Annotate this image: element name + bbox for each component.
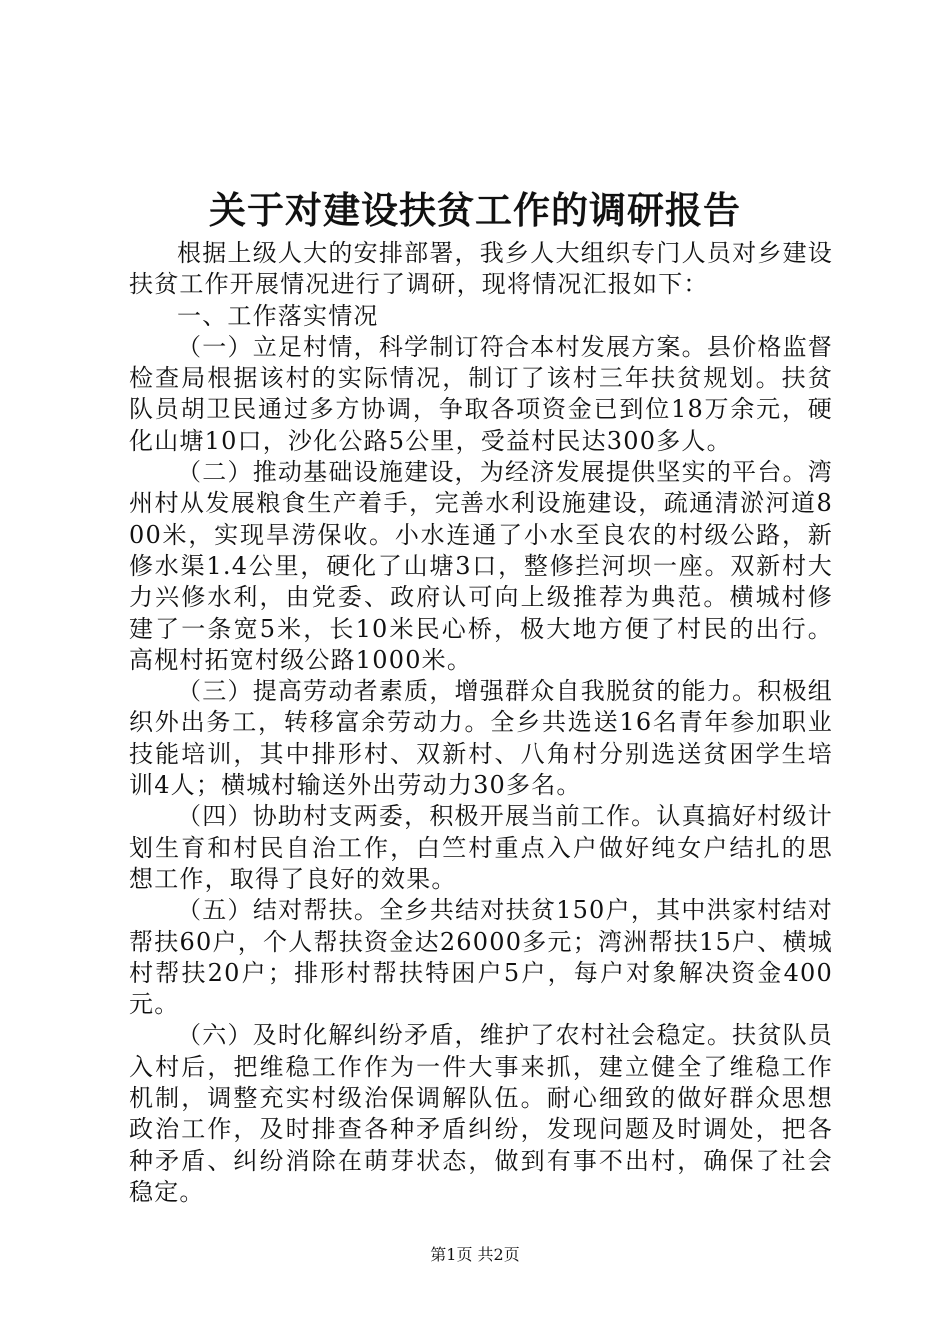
body-paragraph: （二）推动基础设施建设，为经济发展提供坚实的平台。湾州村从发展粮食生产着手，完善水利设施建设，疏通清淤河道800米，实现旱涝保收。小水连通了小水至良农的村级公路，新修水渠1.4公里，硬化了山塘3口，整修拦河坝一座。双新村大力兴修水利，由党委、政府认可向上级推荐为典范。横城村修建了一条宽5米，长10米民心桥，极大地方便了村民的出行。高枧村拓宽村级公路1000米。 bbox=[129, 458, 833, 674]
body-paragraph: （三）提高劳动者素质，增强群众自我脱贫的能力。积极组织外出务工，转移富余劳动力。全乡共选送16名青年参加职业技能培训，其中排形村、双新村、八角村分别选送贫困学生培训4人；横城村输送外出劳动力30多名。 bbox=[129, 677, 833, 800]
body-paragraph: （四）协助村支两委，积极开展当前工作。认真搞好村级计划生育和村民自治工作，白竺村重点入户做好纯女户结扎的思想工作，取得了良好的效果。 bbox=[129, 802, 833, 893]
page-footer: 第1页 共2页 bbox=[430, 1245, 520, 1264]
body-paragraph: （一）立足村情，科学制订符合本村发展方案。县价格监督检查局根据该村的实际情况，制订了该村三年扶贫规划。扶贫队员胡卫民通过多方协调，争取各项资金已到位18万余元，硬化山塘10口，沙化公路5公里，受益村民达300多人。 bbox=[129, 332, 833, 455]
body-paragraph: （五）结对帮扶。全乡共结对扶贫150户，其中洪家村结对帮扶60户，个人帮扶资金达26000多元；湾洲帮扶15户、横城村帮扶20户；排形村帮扶特困户5户，每户对象解决资金400元。 bbox=[129, 896, 833, 1019]
body-paragraph: （六）及时化解纠纷矛盾，维护了农村社会稳定。扶贫队员入村后，把维稳工作作为一件大事来抓，建立健全了维稳工作机制，调整充实村级治保调解队伍。耐心细致的做好群众思想政治工作，及时排查各种矛盾纠纷，发现问题及时调处，把各种矛盾、纠纷消除在萌芽状态，做到有事不出村，确保了社会稳定。 bbox=[129, 1021, 833, 1206]
document-title: 关于对建设扶贫工作的调研报告 bbox=[209, 188, 741, 232]
intro-paragraph: 根据上级人大的安排部署，我乡人大组织专门人员对乡建设扶贫工作开展情况进行了调研，现将情况汇报如下： bbox=[129, 239, 833, 299]
section-heading: 一、工作落实情况 bbox=[177, 301, 379, 330]
document-body bbox=[129, 238, 833, 1208]
